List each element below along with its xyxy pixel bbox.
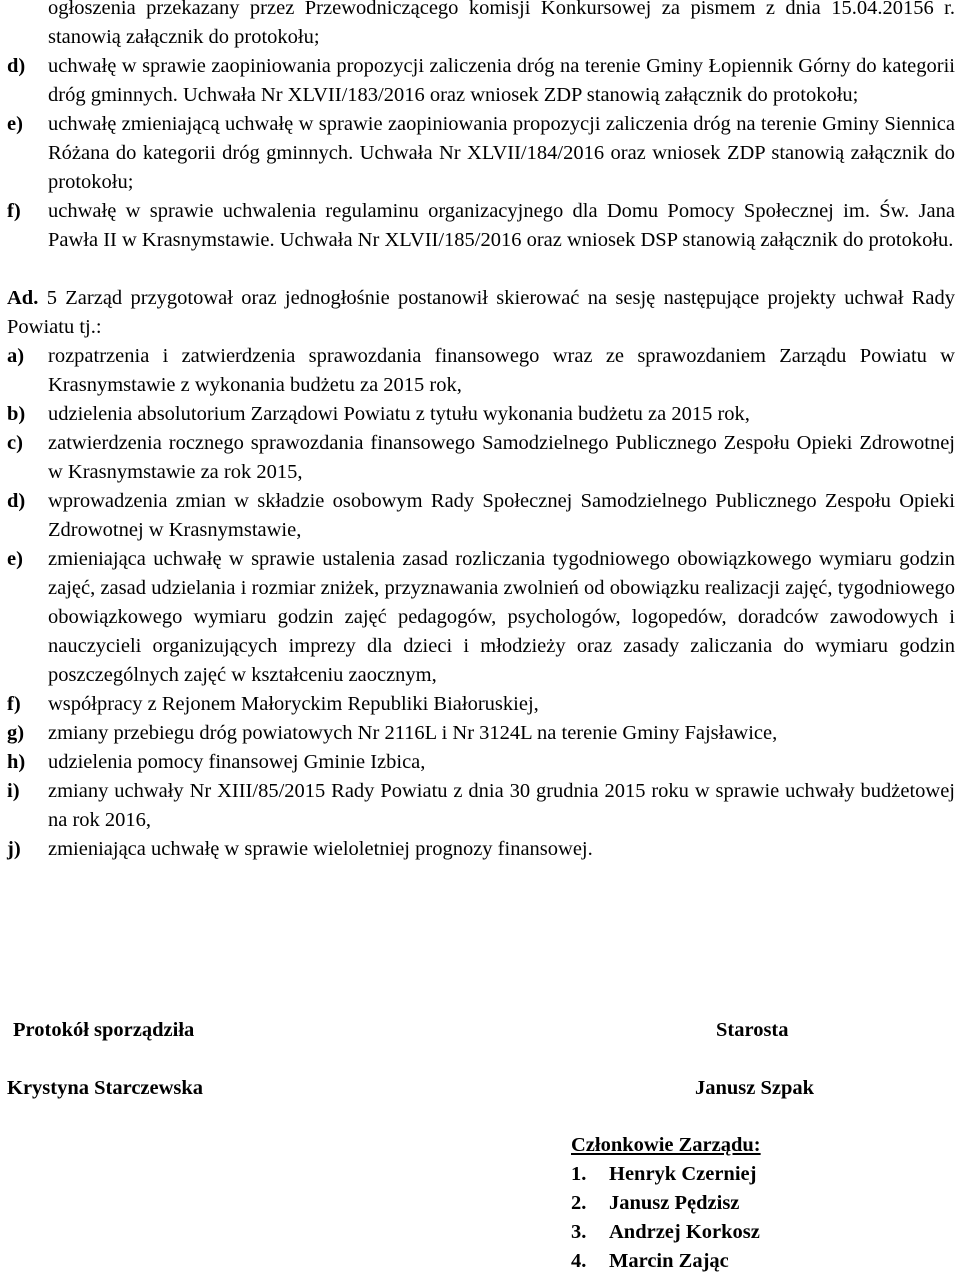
member-name: Andrzej Korkosz [609,1221,760,1243]
board-title: Członkowie Zarządu: [571,1134,761,1156]
item-marker: i) [7,780,20,802]
ad5-label: Ad. [7,287,39,309]
item-marker: d) [7,55,26,77]
list-item [571,1160,761,1189]
member-name: Henryk Czerniej [609,1163,757,1185]
member-number: 4. [571,1250,587,1272]
item-text: uchwałę w sprawie uchwalenia regulaminu organizacyjnego dla Domu Pomocy Społecznej im. Św. Jana Pawła II w Krasnymstawie. Uchwała Nr XLVII/185/2016 oraz wniosek DSP stanowią załącznik do protokołu. [48,200,955,251]
list-item [571,1247,761,1276]
item-text: zmiany uchwały Nr XIII/85/2015 Rady Powiatu z dnia 30 grudnia 2015 roku w sprawie uchwały budżetowej na rok 2016, [48,780,955,831]
list-item [7,545,955,690]
item-text: współpracy z Rejonem Małoryckim Republiki Białoruskiej, [48,693,539,715]
list-item [7,52,955,110]
spacer [7,255,955,284]
list-item [571,1189,761,1218]
list-item [7,429,955,487]
protocol-author-name: Krystyna Starczewska [7,1077,204,1099]
member-number: 1. [571,1163,587,1185]
list-item [7,342,955,400]
starosta-name: Janusz Szpak [695,1077,815,1099]
list-item [7,835,955,864]
item-marker: c) [7,432,23,454]
starosta-title: Starosta [716,1019,789,1041]
list-item [7,748,955,777]
item-marker: a) [7,345,25,367]
item-text: uchwałę zmieniającą uchwałę w sprawie zaopiniowania propozycji zaliczenia dróg na terenie Gminy Siennica Różana do kategorii dróg gminnych. Uchwała Nr XLVII/184/2016 oraz wniosek ZDP stanowią załącznik do protokołu; [48,113,955,193]
member-name: Janusz Pędzisz [609,1192,740,1214]
continuation-text [7,0,955,52]
protocol-author-title: Protokół sporządziła [13,1019,195,1041]
item-marker: e) [7,113,23,135]
item-marker: b) [7,403,26,425]
item-marker: f) [7,693,21,715]
item-marker: e) [7,548,23,570]
item-marker: h) [7,751,26,773]
item-marker: j) [7,838,21,860]
continuation-line-2: 15.04.20156 r. stanowią załącznik do protokołu; [48,0,955,48]
list-item [571,1218,761,1247]
list-item [7,400,955,429]
board-section [571,1131,761,1276]
item-marker: g) [7,722,25,744]
item-text: zmieniająca uchwałę w sprawie wieloletniej prognozy finansowej. [48,838,593,860]
item-text: zmiany przebiegu dróg powiatowych Nr 2116L i Nr 3124L na terenie Gminy Fajsławice, [48,722,778,744]
item-marker: d) [7,490,26,512]
document-page [7,0,955,864]
continuation-line-1: ogłoszenia przekazany przez Przewodniczącego komisji Konkursowej za pismem z dnia [48,0,821,19]
ad5-paragraph [7,284,955,342]
list-item [7,110,955,197]
list-item [7,487,955,545]
member-number: 2. [571,1192,587,1214]
item-text: uchwałę w sprawie zaopiniowania propozycji zaliczenia dróg na terenie Gminy Łopiennik Górny do kategorii dróg gminnych. Uchwała Nr XLVII/183/2016 oraz wniosek ZDP stanowią załącznik do protokołu; [48,55,955,106]
item-text: zatwierdzenia rocznego sprawozdania finansowego Samodzielnego Publicznego Zespołu Opieki Zdrowotnej w Krasnymstawie za rok 2015, [48,432,955,483]
item-text: rozpatrzenia i zatwierdzenia sprawozdania finansowego wraz ze sprawozdaniem Zarządu Powiatu w Krasnymstawie z wykonania budżetu za 2015 rok, [48,345,955,396]
list-item [7,719,955,748]
board-members-list [571,1160,761,1276]
member-number: 3. [571,1221,587,1243]
item-text: udzielenia pomocy finansowej Gminie Izbica, [48,751,426,773]
list-item [7,197,955,255]
item-text: wprowadzenia zmian w składzie osobowym Rady Społecznej Samodzielnego Publicznego Zespołu Opieki Zdrowotnej w Krasnymstawie, [48,490,955,541]
item-text: udzielenia absolutorium Zarządowi Powiatu z tytułu wykonania budżetu za 2015 rok, [48,403,750,425]
member-name: Marcin Zając [609,1250,729,1272]
item-text: zmieniająca uchwałę w sprawie ustalenia zasad rozliczania tygodniowego obowiązkowego wymiaru godzin zajęć, zasad udzielania i rozmiar zniżek, przyznawania zwolnień od obowiązku realizacji zajęć, tygodniowego obowiązkowego wymiaru godzin zajęć pedagogów, psychologów, logopedów, doradców zawodowych i nauczycieli organizujących imprezy dla dzieci i młodzieży oraz zasady zaliczania do wymiaru godzin poszczególnych zajęć w kształceniu zaocznym, [48,548,955,686]
list-item [7,690,955,719]
list-item [7,777,955,835]
item-marker: f) [7,200,21,222]
ad5-text: 5 Zarząd przygotował oraz jednogłośnie postanowił skierować na sesję następujące projekty uchwał Rady Powiatu tj.: [7,287,956,338]
